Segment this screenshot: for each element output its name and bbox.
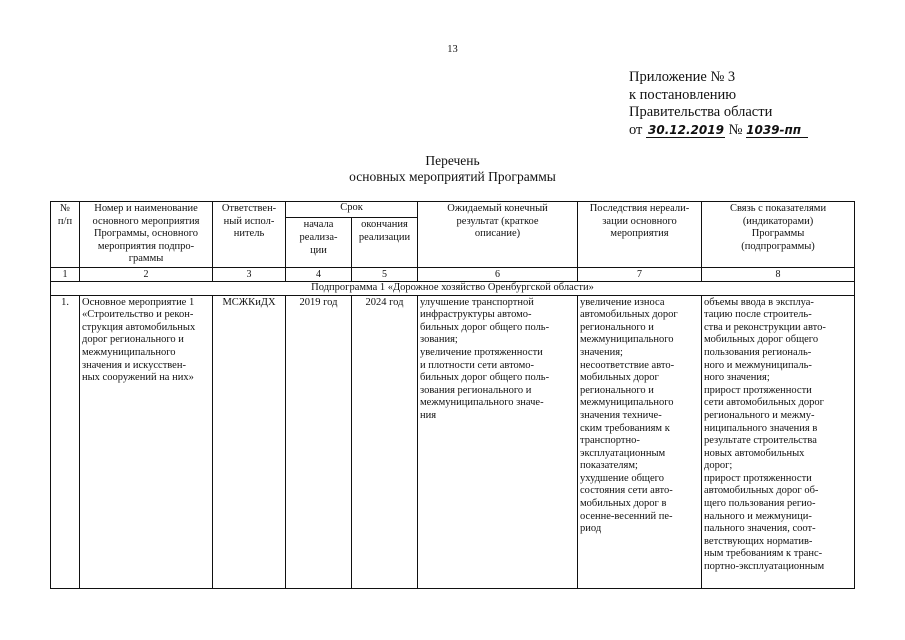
row-measure-name: Основное мероприятие 1 «Строительство и рекон- струкция автомобильных дорог регионального и межмуниципального значения и искусствен- ных сооружений на них» — [80, 295, 213, 588]
appendix-line-1: Приложение № 3 — [629, 69, 736, 85]
document-title — [0, 153, 905, 185]
decree-number: 1039-пп — [746, 124, 808, 138]
subprogram-title: Подпрограмма 1 «Дорожное хозяйство Оренбургской области» — [51, 281, 855, 295]
column-number: 8 — [702, 267, 855, 281]
page-number: 13 — [447, 44, 458, 55]
table-row — [51, 295, 855, 588]
header-indicators: Связь с показателями (индикаторами) Программы (подпрограммы) — [702, 202, 855, 268]
column-number: 3 — [213, 267, 286, 281]
column-number: 6 — [418, 267, 578, 281]
row-number: 1. — [51, 295, 80, 588]
column-number: 5 — [352, 267, 418, 281]
appendix-block — [629, 69, 808, 139]
column-number-row — [51, 267, 855, 281]
header-term: Срок — [286, 202, 418, 218]
header-num: № п/п — [51, 202, 80, 268]
appendix-line-3: Правительства области — [629, 104, 773, 120]
header-result: Ожидаемый конечный результат (краткое описание) — [418, 202, 578, 268]
column-number: 4 — [286, 267, 352, 281]
row-indicators: объемы ввода в эксплуа- тацию после строитель- ства и реконструкции авто- мобильных дорог общего пользования региональ- ного и межмуниципаль- ного значения; прирост протяженности сети автомобильных дорог регионального и межму- ниципального значения в результате строительства новых автомобильных дорог; прирост протяженности автомобильных дорог об- щего пользования регио- нального и межмуници- пального значения, соот- ветствующих норматив- ным требованиям к транс- портно-эксплуатационным — [702, 295, 855, 588]
subprogram-row — [51, 281, 855, 295]
header-term-end: окончания реализации — [352, 218, 418, 267]
row-start: 2019 год — [286, 295, 352, 588]
measures-table — [50, 201, 855, 589]
title-line-1: Перечень — [425, 153, 480, 168]
decree-date: 30.12.2019 — [648, 122, 724, 137]
appendix-line-4 — [629, 122, 808, 140]
column-number: 7 — [578, 267, 702, 281]
row-consequences: увеличение износа автомобильных дорог регионального и межмуниципального значения; несоответствие авто- мобильных дорог регионального и межмуниципального значения техниче- ским требованиям к транспортно- эксплуатационным показателям; ухудшение общего состояния сети авто- мобильных дорог в осенне-весенний пе- риод — [578, 295, 702, 588]
row-result: улучшение транспортной инфраструктуры автомо- бильных дорог общего поль- зования; увеличение протяженности и плотности сети автомо- бильных дорог общего поль- зования регионального и межмуниципального значе- ния — [418, 295, 578, 588]
header-executor: Ответствен- ный испол- нитель — [213, 202, 286, 268]
header-consequences: Последствия нереали- зации основного мероприятия — [578, 202, 702, 268]
row-end: 2024 год — [352, 295, 418, 588]
header-row — [51, 202, 855, 218]
column-number: 1 — [51, 267, 80, 281]
column-number: 2 — [80, 267, 213, 281]
number-label: № — [728, 121, 743, 138]
header-name: Номер и наименование основного мероприятия Программы, основного мероприятия подпро- граммы — [80, 202, 213, 268]
from-label: от — [629, 121, 643, 138]
row-executor: МСЖКиДХ — [213, 295, 286, 588]
title-line-2: основных мероприятий Программы — [349, 169, 556, 184]
header-term-start: начала реализа- ции — [286, 218, 352, 267]
appendix-line-2: к постановлению — [629, 86, 737, 103]
